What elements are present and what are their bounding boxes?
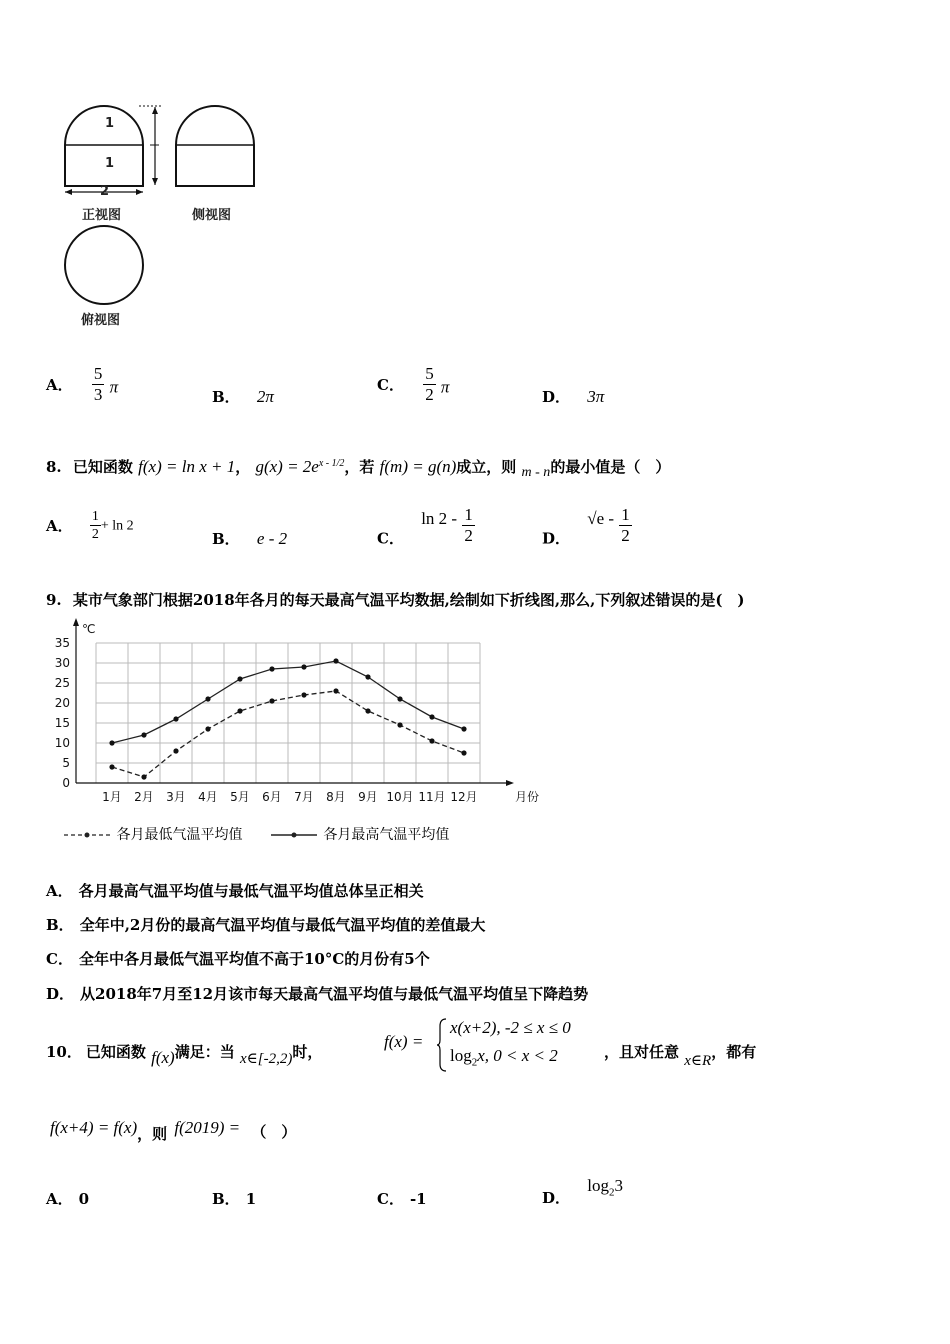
q9-stem: 9. 某市气象部门根据2018年各月的每天最高气温平均数据,绘制如下折线图,那么,下列叙述错误的是( ) (46, 591, 745, 609)
y-tick-label: 10 (54, 736, 70, 750)
q10-stem-line1: 10． 已知函数 f(x)满足：当 x∈[-2,2)时， (46, 1043, 323, 1067)
x-axis-label: 月份 (515, 790, 540, 804)
x-tick-label: 6月 (262, 790, 282, 804)
dim-height-top: 1 (105, 116, 115, 131)
y-axis-arrow (73, 618, 79, 626)
q9-option-c[interactable]: C． 全年中各月最低气温平均值不高于10°C的月份有5个 (46, 950, 430, 968)
q10-period-equation: f(x+4) = f(x) (50, 1118, 138, 1137)
data-point-min (237, 708, 242, 713)
y-tick-label: 35 (54, 636, 70, 650)
y-tick-label: 5 (62, 756, 70, 770)
q8-g-exponent: x - 1/2 (318, 458, 345, 469)
data-point-max (141, 732, 146, 737)
data-point-min (205, 726, 210, 731)
side-view-label: 侧视图 (192, 208, 232, 223)
legend-min-label: 各月最低气温平均值 (116, 827, 243, 843)
q9-option-a[interactable]: A． 各月最高气温平均值与最低气温平均值总体呈正相关 (46, 882, 424, 900)
q8-condition: f(m) = g(n) (379, 457, 457, 476)
q10-fx: f(x) (151, 1048, 175, 1067)
y-tick-label: 30 (54, 656, 70, 670)
data-point-max (173, 716, 178, 721)
data-point-max (237, 676, 242, 681)
q10-option-c[interactable]: C． -1 (377, 1190, 427, 1208)
data-point-max (365, 674, 370, 679)
q9-option-b[interactable]: B． 全年中,2月份的最高气温平均值与最低气温平均值的差值最大 (46, 916, 486, 934)
x-tick-label: 1月 (102, 790, 122, 804)
top-view-label: 俯视图 (81, 313, 121, 328)
data-point-min (173, 748, 178, 753)
q10-case2: $\log_2x$, 0 < x < 2 (450, 1046, 558, 1069)
data-point-max (333, 658, 338, 663)
data-point-min (269, 698, 274, 703)
q7-option-b[interactable]: B． 2π (212, 387, 274, 406)
y-axis-unit: ℃ (82, 622, 96, 636)
q8-option-c[interactable]: C． ln 2 - $\frac{1}{2}$ (377, 505, 473, 548)
data-point-min (461, 750, 466, 755)
x-tick-label: 10月 (386, 790, 414, 804)
q9-option-d[interactable]: D． 从2018年7月至12月该市每天最高气温平均值与最低气温平均值呈下降趋势 (46, 985, 589, 1003)
data-point-max (461, 726, 466, 731)
data-point-max (269, 666, 274, 671)
top-view-shape (65, 226, 143, 304)
q10-stem-line2: f(x+4) = f(x)，则 f(2019) = （ ） (50, 1118, 297, 1143)
q10-option-d[interactable]: D． $\log_23$ (542, 1176, 623, 1207)
q8-option-b[interactable]: B． e - 2 (212, 529, 288, 548)
x-tick-label: 12月 (450, 790, 478, 804)
data-point-min (301, 692, 306, 697)
dim-height-bottom: 1 (105, 156, 115, 171)
q8-option-a[interactable]: A． $\frac{1}{2}$ + ln 2 (46, 509, 134, 542)
data-point-max (429, 714, 434, 719)
q10-stem-line1-end: ，且对任意 x∈R，都有 (604, 1043, 757, 1069)
q10-option-b[interactable]: B． 1 (212, 1190, 257, 1208)
q10-domain: x∈[-2,2) (239, 1051, 293, 1067)
dim-width: 2 (100, 184, 110, 199)
q8-variable: m - n (521, 465, 551, 480)
legend-max-swatch (269, 830, 319, 840)
y-tick-label: 15 (54, 716, 70, 730)
x-tick-label: 2月 (134, 790, 154, 804)
side-view-shape (176, 106, 254, 186)
x-tick-label: 3月 (166, 790, 186, 804)
x-tick-label: 7月 (294, 790, 314, 804)
q8-g-definition: g(x) = 2e (255, 457, 319, 476)
data-point-min (333, 688, 338, 693)
q7-option-c[interactable]: C． $\frac{5}{2}$ π (377, 364, 450, 404)
q10-query: f(2019) = (174, 1118, 241, 1137)
data-point-min (109, 764, 114, 769)
x-tick-label: 9月 (358, 790, 378, 804)
q7-option-a[interactable]: A． $\frac{5}{3}$ π (46, 364, 119, 404)
data-point-min (365, 708, 370, 713)
legend-max-label: 各月最高气温平均值 (323, 827, 450, 843)
q10-option-a[interactable]: A． 0 (46, 1190, 90, 1208)
q7-option-d[interactable]: D． 3π (542, 387, 605, 406)
data-point-max (301, 664, 306, 669)
data-point-min (429, 738, 434, 743)
y-tick-label: 25 (54, 676, 70, 690)
chart-legend (62, 824, 449, 844)
x-axis-arrow (506, 780, 514, 786)
data-point-max (205, 696, 210, 701)
data-point-max (397, 696, 402, 701)
q8-stem: 8. 已知函数 f(x) = ln x + 1， $g(x) = 2e^{x - 1/2}$，若 f(m) = g(n)成立，则 $_{m - n}$的最小值是（ ） (46, 457, 671, 480)
q8-f-definition: f(x) = ln x + 1 (138, 457, 236, 476)
y-tick-label: 20 (54, 696, 70, 710)
x-tick-label: 8月 (326, 790, 346, 804)
q8-option-d[interactable]: D． √e - $\frac{1}{2}$ (542, 505, 630, 548)
q10-case1: x(x+2), -2 ≤ x ≤ 0 (450, 1018, 571, 1037)
y-tick-label: 0 (62, 776, 70, 790)
legend-min-swatch (62, 830, 112, 840)
x-tick-label: 11月 (418, 790, 446, 804)
data-point-max (109, 740, 114, 745)
x-tick-label: 4月 (198, 790, 218, 804)
front-view-label: 正视图 (82, 208, 122, 223)
data-point-min (397, 722, 402, 727)
temperature-line-chart (40, 618, 540, 808)
data-point-min (141, 774, 146, 779)
q10-x-in-r: x∈R (684, 1053, 712, 1069)
front-view-shape (65, 106, 143, 186)
x-tick-label: 5月 (230, 790, 250, 804)
